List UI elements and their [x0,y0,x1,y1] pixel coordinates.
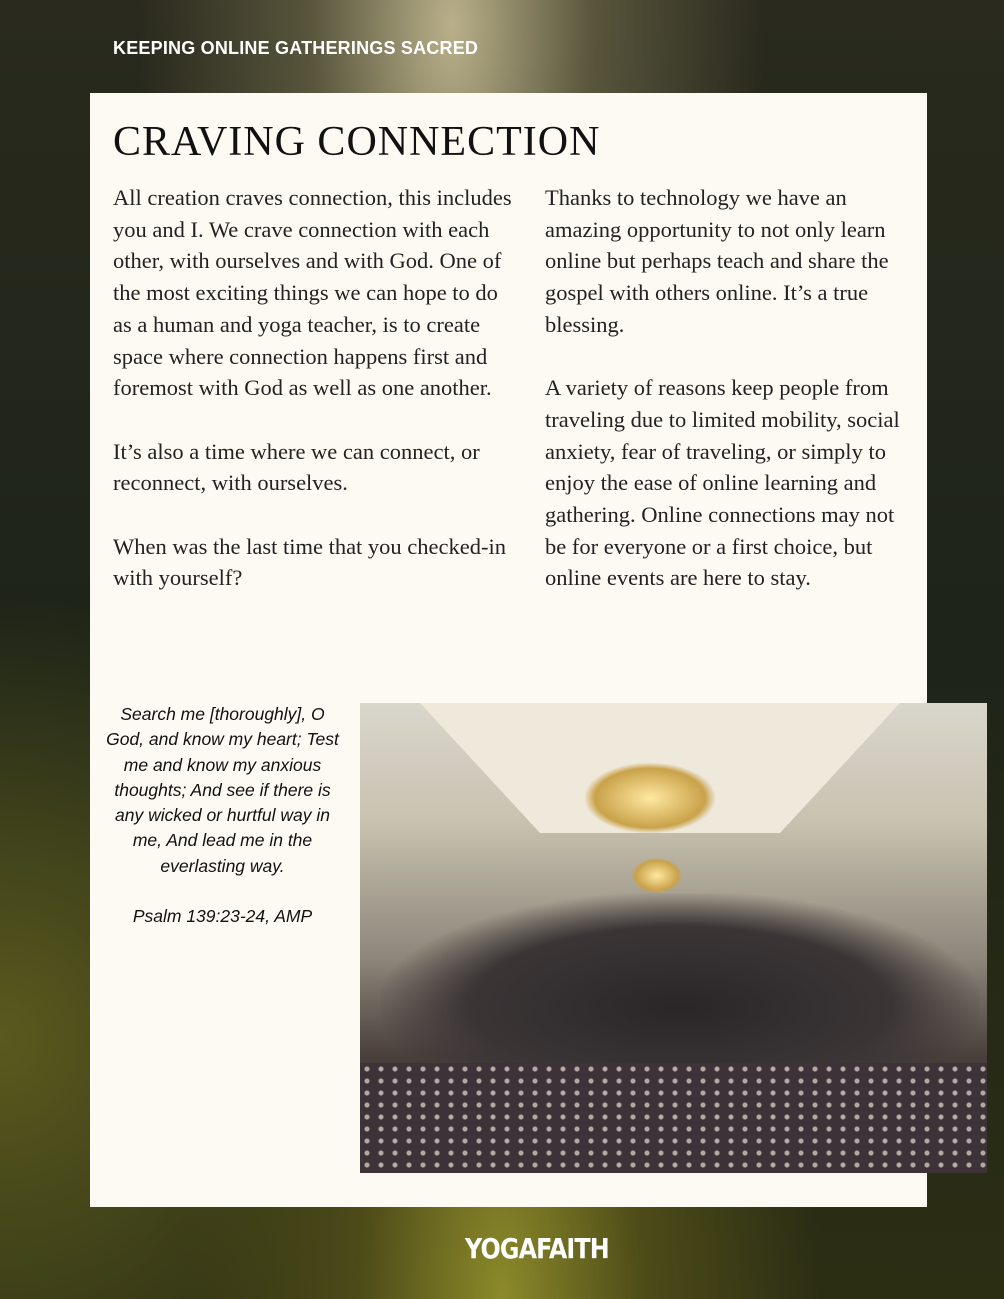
paragraph: Thanks to technology we have an amazing opportunity to not only learn online but perhaps teach and share the gospel with others online. It’s a true blessing. [545,185,889,337]
paragraph: All creation craves connection, this includes you and I. We crave connection with each other, with ourselves and with God. One of the most exciting things we can hope to do as a human and yoga teacher, is to create space where connection happens first and foremost with God as well as one another. [113,185,512,401]
photo-group [380,893,980,1083]
group-photo [360,703,987,1173]
photo-chandelier [585,763,715,833]
photo-chandelier-small [632,858,682,893]
section-kicker: KEEPING ONLINE GATHERINGS SACRED [113,38,479,58]
page-title: CRAVING CONNECTION [113,119,601,165]
right-column [545,182,905,626]
paragraph: It’s also a time where we can connect, or reconnect, with ourselves. [113,438,480,496]
quote-citation: Psalm 139:23-24, AMP [132,906,313,927]
paragraph: A variety of reasons keep people from traveling due to limited mobility, social anxiety, fear of traveling, or simply to enjoy the ease of online learning and gathering. Online connections may not be for everyone or a first choice, but online events are here to stay. [545,375,900,591]
left-column [113,182,513,626]
paragraph: When was the last time that you checked-in with yourself? [113,533,506,591]
scripture-quote [100,702,345,954]
photo-carpet [360,1063,987,1173]
quote-text: Search me [thoroughly], O God, and know my heart; Test me and know my anxious thoughts; And see if there is any wicked or hurtful way in me, And lead me in the everlasting way. [106,704,339,876]
yogafaith-logo: YOGAFAITH [465,1232,609,1265]
